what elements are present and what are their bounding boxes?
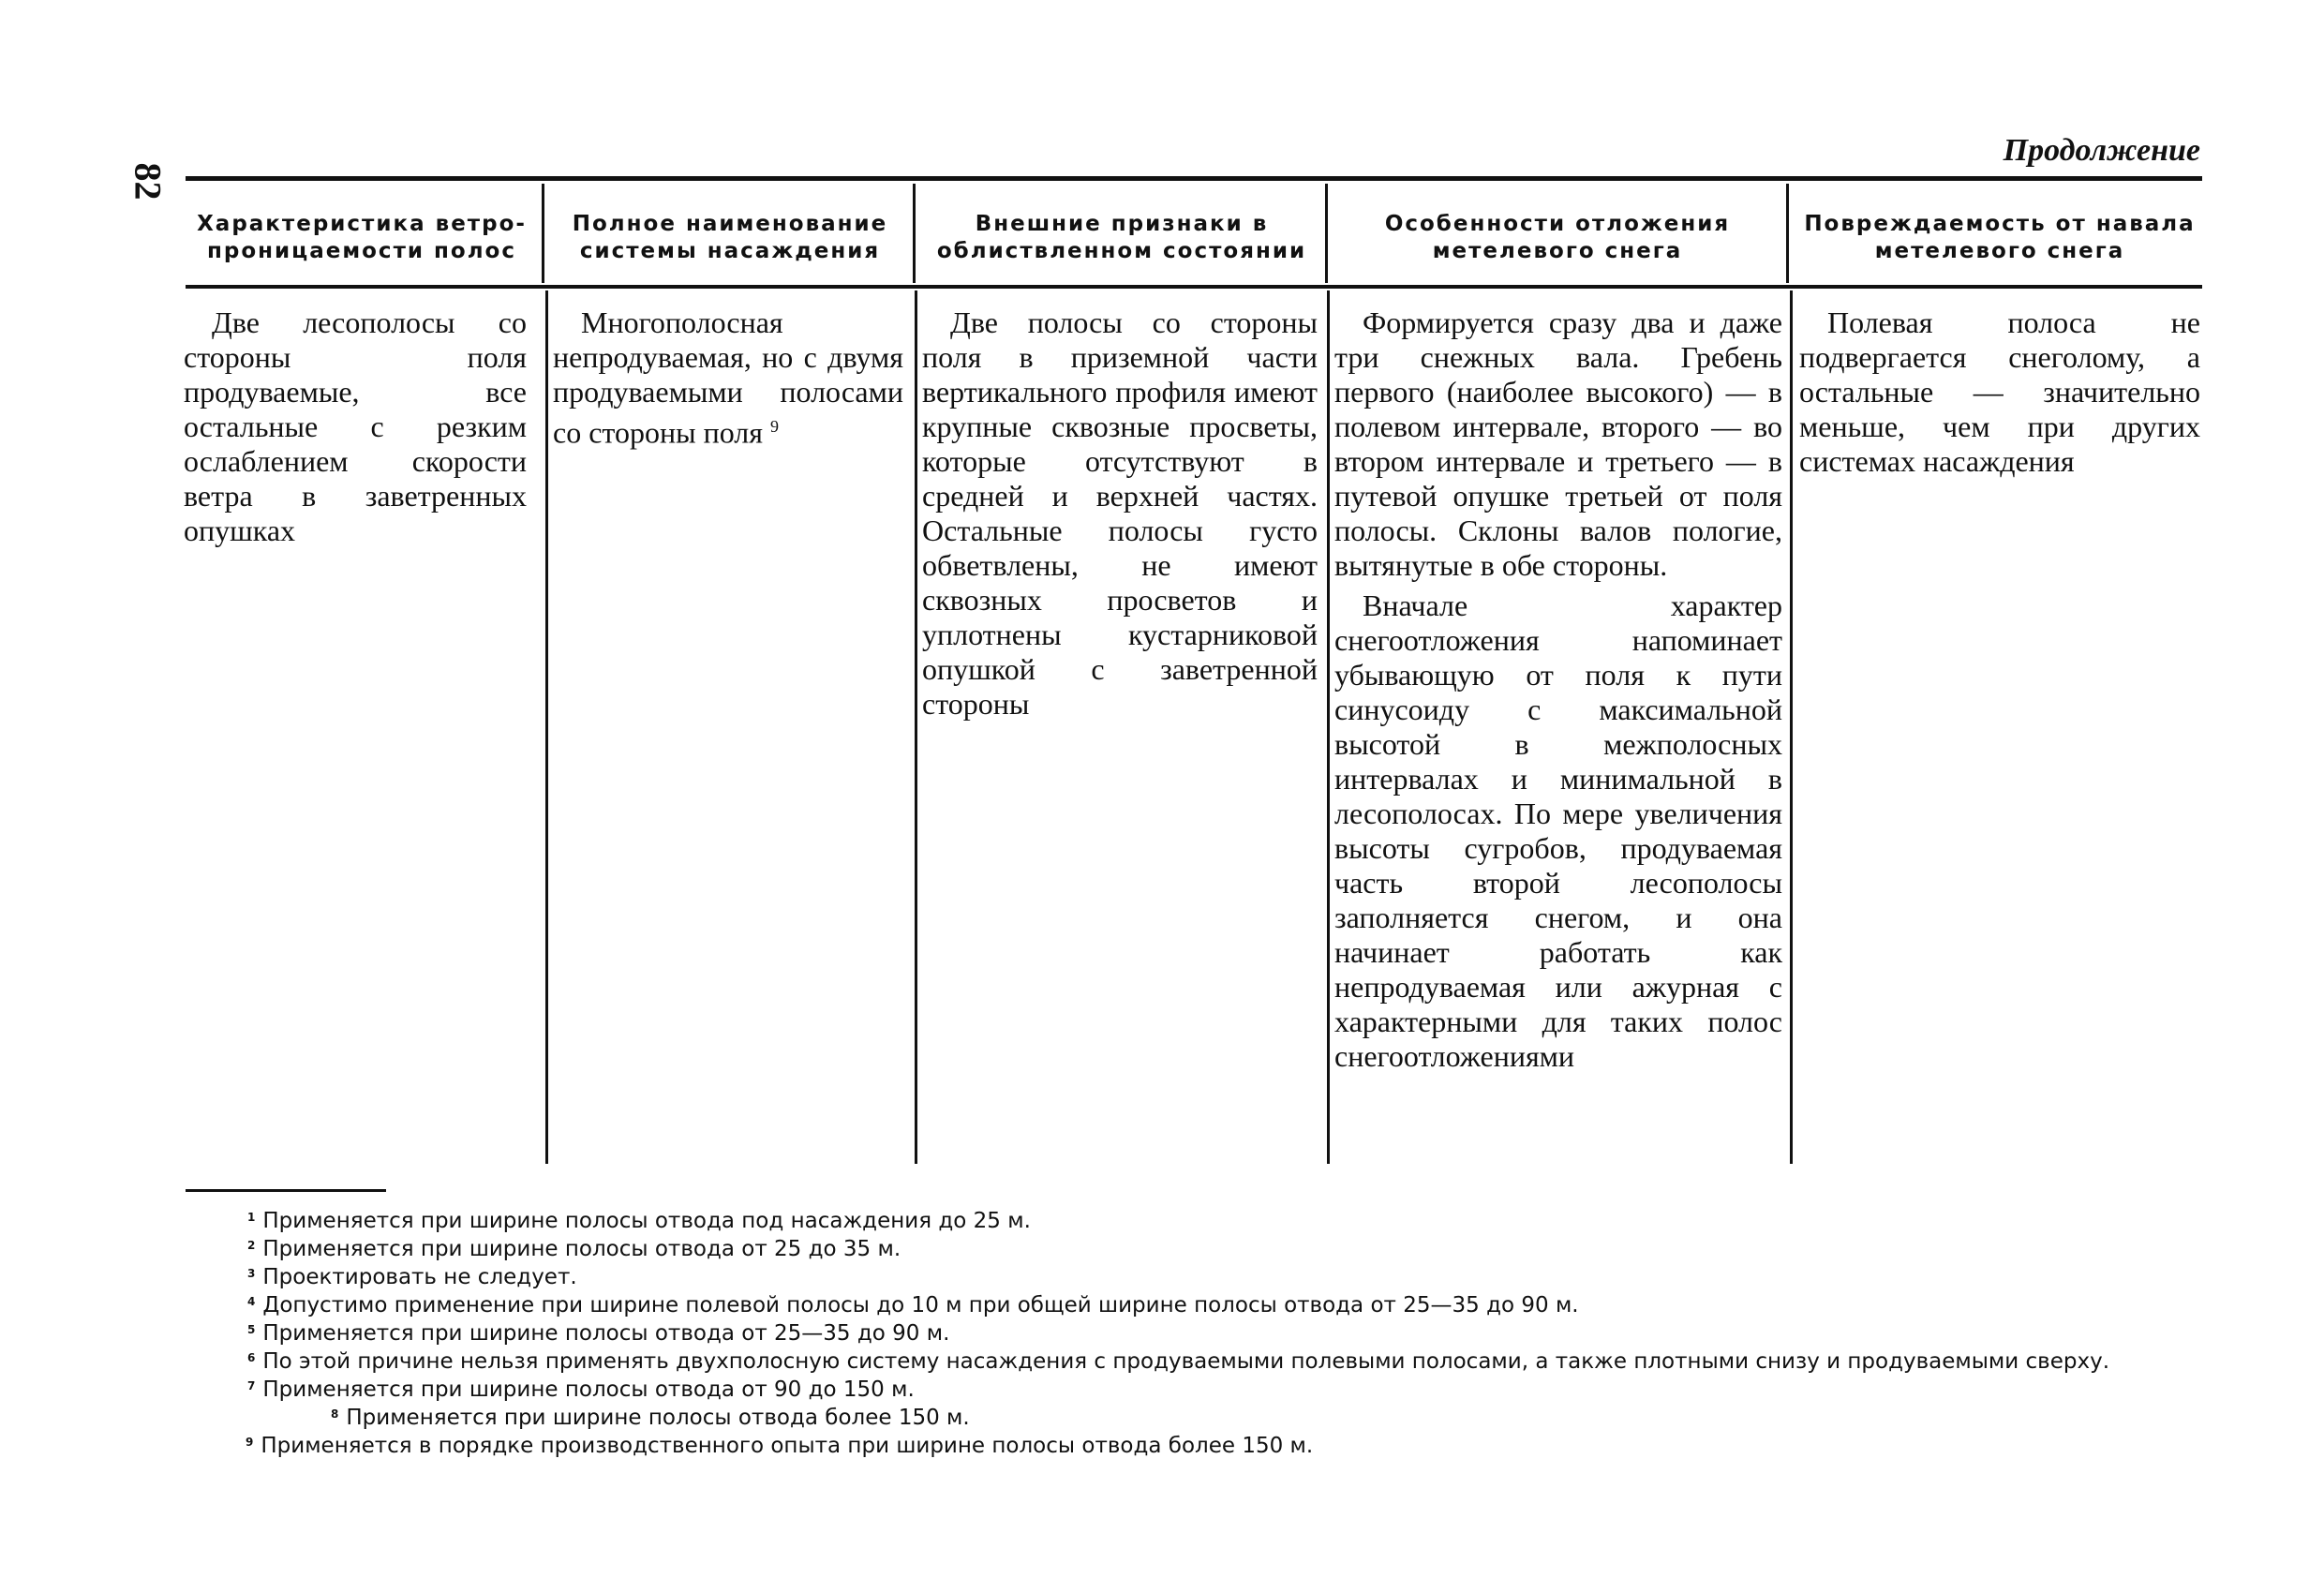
footnote-6 — [186, 1346, 2202, 1374]
footnote-8-number: 8 — [331, 1407, 339, 1421]
footnote-ref-9: 9 — [769, 417, 779, 436]
cell-wind-permeability-text: Две лесополосы со стороны поля продуваемые, все остальные с резким ослаблением скорости ветра в заветренных опушках — [184, 305, 527, 547]
footnote-4 — [186, 1289, 2202, 1318]
cell-snow-deposition-paragraph-2: Вначале характер снегоотложения напоминает убывающую от поля к пути синусоиду с максимальной высотой в межполосных интервалах и минимальной в лесополосах. По мере увеличения высоты сугробов, продуваемая часть второй лесополосы заполняется снегом, и она начинает работать как непродуваемая или ажурная с характерными для таких полос снегоотложениями — [1334, 588, 1782, 1073]
footnote-2 — [186, 1233, 2202, 1261]
footnotes — [186, 1205, 2202, 1458]
footnote-2-text: Применяется при ширине полосы отвода от 25 до 35 м. — [262, 1237, 901, 1261]
header-snow-deposition: Особенности отложения метелевого снега — [1384, 212, 1731, 263]
footnote-9-text: Применяется в порядке производственного опыта при ширине полосы отвода более 150 м. — [261, 1434, 1314, 1458]
footnote-7-number: 7 — [247, 1379, 256, 1392]
cell-external-signs — [922, 305, 1318, 722]
cell-snow-deposition — [1334, 305, 1782, 1079]
header-external-signs: Внешние признаки в облиствленном состоянии — [936, 212, 1307, 263]
cell-snow-deposition-paragraph-1: Формируется сразу два и даже три снежных вала. Гребень первого (наиболее высокого) — в полевом интервале, второго — во втором интервале и третьего — в путевой опушке третьей от поля полосы. Склоны валов пологие, вытянутые в обе стороны. — [1334, 305, 1782, 582]
footnote-9-number: 9 — [246, 1436, 254, 1449]
header-system-name: Полное наименование системы насаждения — [572, 212, 888, 263]
cell-damage — [1799, 305, 2200, 479]
footnote-4-text: Допустимо применение при ширине полевой полосы до 10 м при общей ширине полосы отвода от 25—35 до 90 м. — [262, 1293, 1579, 1318]
footnote-2-number: 2 — [247, 1239, 256, 1252]
page-number: 82 — [127, 162, 170, 201]
footnote-3 — [186, 1261, 2202, 1289]
footnote-1-number: 1 — [247, 1211, 256, 1224]
footnote-1-text: Применяется при ширине полосы отвода под насаждения до 25 м. — [262, 1209, 1031, 1233]
cell-wind-permeability — [184, 305, 527, 548]
footnote-7 — [186, 1374, 2202, 1402]
continuation-label: Продолжение — [2003, 133, 2200, 168]
header-col-separator-4 — [1786, 184, 1789, 283]
footnote-1 — [186, 1205, 2202, 1233]
cell-system-name-text: Многополосная непродуваемая, но с двумя продуваемыми полосами со стороны поля — [553, 305, 903, 450]
footnote-5-text: Применяется при ширине полосы отвода от 25—35 до 90 м. — [262, 1321, 950, 1346]
footnote-6-number: 6 — [247, 1351, 256, 1364]
body-col-separator-1 — [545, 290, 548, 1164]
body-col-separator-2 — [915, 290, 917, 1164]
table-header-rule — [186, 285, 2202, 289]
footnote-5 — [186, 1318, 2202, 1346]
body-col-separator-3 — [1327, 290, 1330, 1164]
header-col-separator-3 — [1325, 184, 1328, 283]
footnote-5-number: 5 — [247, 1323, 256, 1336]
footnote-3-text: Проектировать не следует. — [262, 1265, 577, 1289]
header-wind-permeability: Характеристика ветро-проницаемости полос — [197, 212, 527, 263]
table-top-rule — [186, 176, 2202, 181]
header-col-separator-2 — [913, 184, 916, 283]
footnote-7-text: Применяется при ширине полосы отвода от 90 до 150 м. — [262, 1377, 915, 1402]
cell-damage-text: Полевая полоса не подвергается снеголому, а остальные — значительно меньше, чем при других системах насаждения — [1799, 305, 2200, 478]
footnote-rule — [186, 1189, 386, 1192]
header-col-separator-1 — [542, 184, 544, 283]
footnote-8 — [186, 1402, 2202, 1430]
footnote-6-text: По этой причине нельзя применять двухполосную систему насаждения с продуваемыми полевыми полосами, а также плотными снизу и продуваемыми сверху. — [262, 1349, 2110, 1374]
footnote-3-number: 3 — [247, 1267, 256, 1280]
footnote-9 — [186, 1430, 2202, 1458]
footnote-4-number: 4 — [247, 1295, 256, 1308]
cell-system-name — [553, 305, 903, 451]
cell-external-signs-text: Две полосы со стороны поля в приземной части вертикального профиля имеют крупные сквозные просветы, которые отсутствуют в средней и верхней частях. Остальные полосы густо обветвлены, не имеют сквозных просветов и уплотнены кустарниковой опушкой с заветренной стороны — [922, 305, 1318, 721]
header-damage: Повреждаемость от навала метелевого снега — [1804, 212, 2196, 263]
footnote-8-text: Применяется при ширине полосы отвода более 150 м. — [346, 1406, 970, 1430]
body-col-separator-4 — [1790, 290, 1793, 1164]
